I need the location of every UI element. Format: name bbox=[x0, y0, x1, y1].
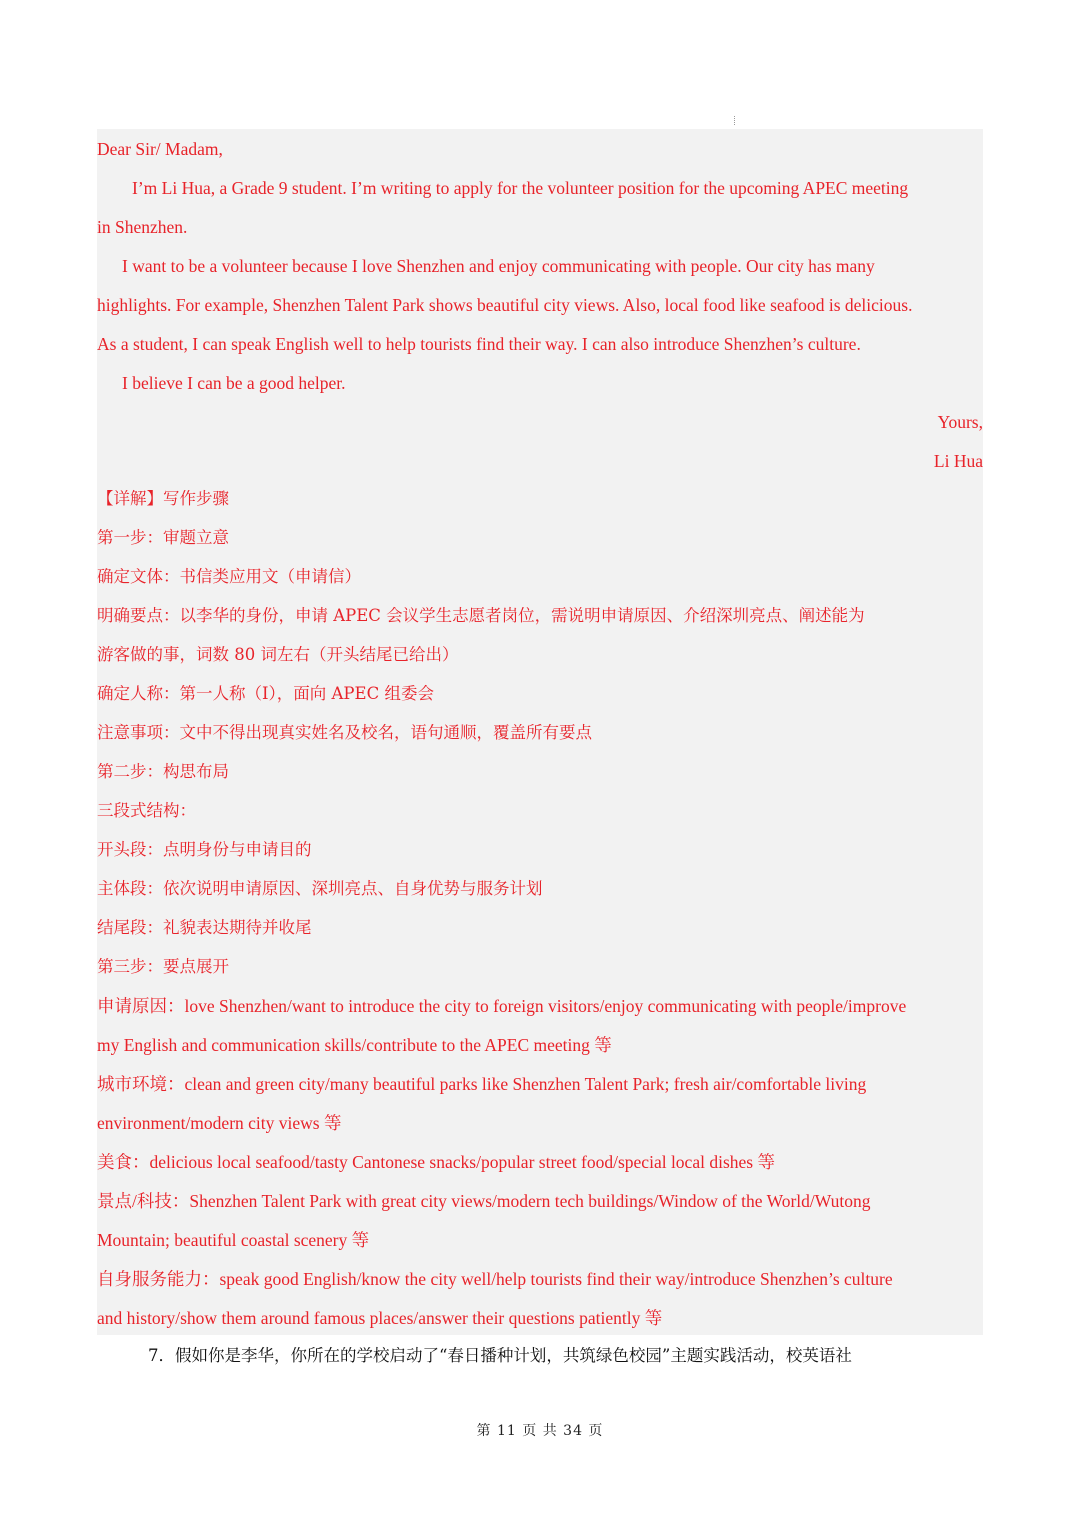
analysis-points-line-1: 明确要点：以李华的身份，申请 APEC 会议学生志愿者岗位，需说明申请原因、介绍深圳亮点、阐述能为 bbox=[97, 606, 865, 625]
analysis-ending: 结尾段：礼貌表达期待并收尾 bbox=[97, 918, 312, 937]
analysis-reason-line-1: 申请原因：love Shenzhen/want to introduce the city to foreign visitors/enjoy communicating with people/improve bbox=[97, 996, 907, 1016]
analysis-reason-line-2: my English and communication skills/contribute to the APEC meeting 等 bbox=[97, 1035, 612, 1055]
letter-paragraph-1-line-1: I’m Li Hua, a Grade 9 student. I’m writing to apply for the volunteer position for the upcoming APEC meeting bbox=[132, 178, 909, 198]
letter-signature: Li Hua bbox=[933, 451, 983, 471]
letter-paragraph-2-line-1: I want to be a volunteer because I love Shenzhen and enjoy communicating with people. Our city has many bbox=[122, 256, 875, 276]
next-question: 7．假如你是李华，你所在的学校启动了“春日播种计划，共筑绿色校园”主题实践活动，校英语社 bbox=[148, 1346, 852, 1365]
page-footer: 第 11 页 共 34 页 bbox=[476, 1423, 604, 1439]
analysis-food: 美食：delicious local seafood/tasty Cantonese snacks/popular street food/special local dishes 等 bbox=[97, 1152, 775, 1172]
letter-closing: Yours, bbox=[937, 412, 983, 432]
letter-paragraph-3: I believe I can be a good helper. bbox=[122, 373, 346, 393]
analysis-step-1: 第一步：审题立意 bbox=[97, 528, 229, 547]
analysis-person: 确定人称：第一人称（I），面向 APEC 组委会 bbox=[97, 684, 434, 703]
analysis-ability-line-2: and history/show them around famous places/answer their questions patiently 等 bbox=[97, 1308, 663, 1328]
letter-salutation: Dear Sir/ Madam, bbox=[97, 139, 223, 159]
analysis-notes: 注意事项：文中不得出现真实姓名及校名，语句通顺，覆盖所有要点 bbox=[97, 723, 592, 742]
analysis-step-3: 第三步：要点展开 bbox=[97, 957, 229, 976]
analysis-environment-line-1: 城市环境：clean and green city/many beautiful parks like Shenzhen Talent Park; fresh air/comfortable living bbox=[97, 1074, 867, 1094]
analysis-step-2: 第二步：构思布局 bbox=[97, 762, 229, 781]
analysis-genre: 确定文体：书信类应用文（申请信） bbox=[97, 567, 361, 586]
letter-paragraph-2-line-3: As a student, I can speak English well to help tourists find their way. I can also introduce Shenzhen’s culture. bbox=[97, 334, 861, 354]
analysis-opening: 开头段：点明身份与申请目的 bbox=[97, 840, 312, 859]
analysis-points-line-2: 游客做的事，词数 80 词左右（开头结尾已给出） bbox=[97, 645, 459, 664]
analysis-sights-line-1: 景点/科技：Shenzhen Talent Park with great city views/modern tech buildings/Window of the World/Wutong bbox=[97, 1191, 871, 1211]
analysis-environment-line-2: environment/modern city views 等 bbox=[97, 1113, 342, 1133]
letter-paragraph-2-line-2: highlights. For example, Shenzhen Talent Park shows beautiful city views. Also, local food like seafood is delicious. bbox=[97, 295, 913, 315]
letter-paragraph-1-line-2: in Shenzhen. bbox=[97, 217, 188, 237]
analysis-structure: 三段式结构： bbox=[97, 801, 196, 820]
analysis-ability-line-1: 自身服务能力：speak good English/know the city well/help tourists find their way/introduce Shenzhen’s culture bbox=[97, 1269, 893, 1289]
analysis-heading: 【详解】写作步骤 bbox=[97, 489, 229, 508]
margin-mark bbox=[734, 116, 736, 125]
analysis-body: 主体段：依次说明申请原因、深圳亮点、自身优势与服务计划 bbox=[97, 879, 543, 898]
analysis-sights-line-2: Mountain; beautiful coastal scenery 等 bbox=[97, 1230, 370, 1250]
